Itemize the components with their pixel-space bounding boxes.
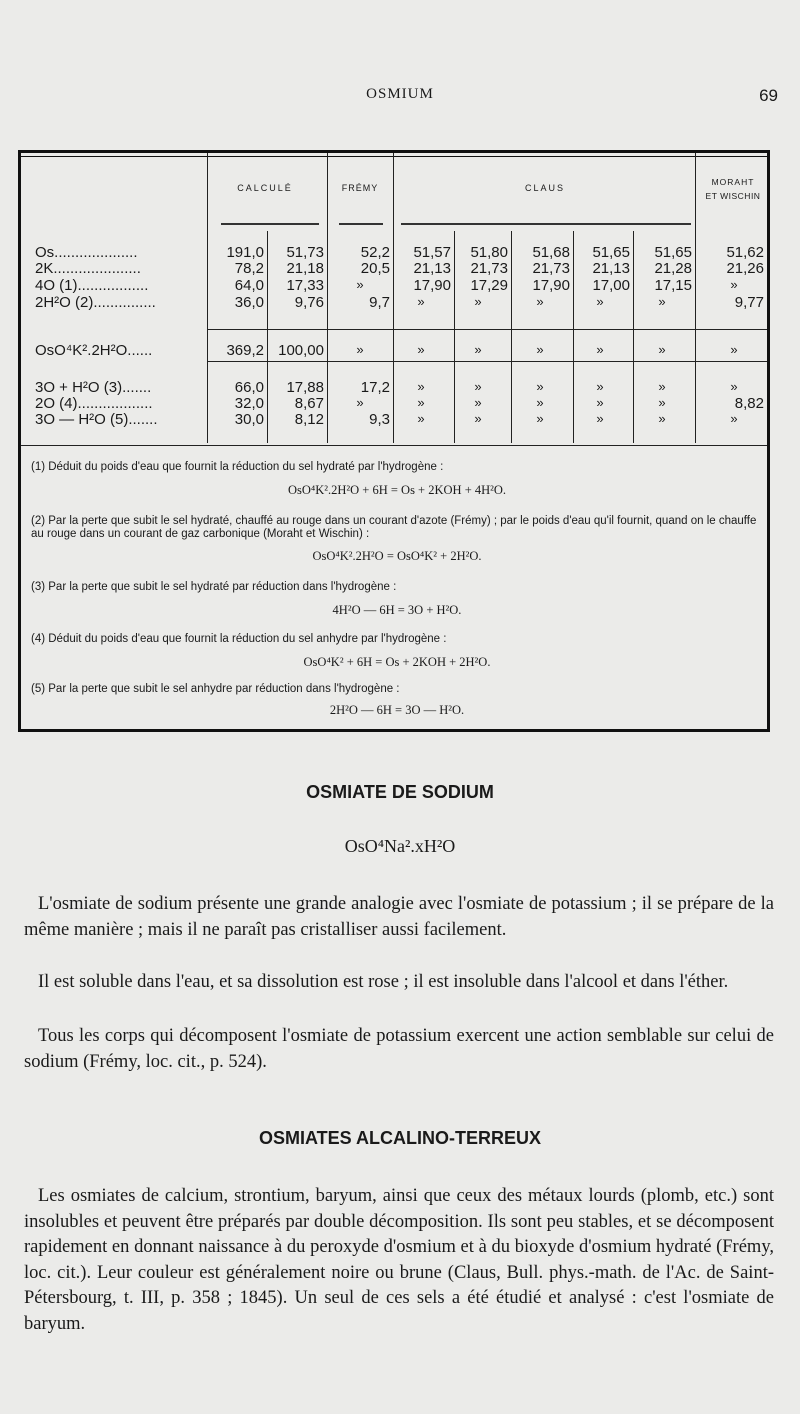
table-note: (1) Déduit du poids d'eau que fournit la réduction du sel hydraté par l'hydrogène :: [31, 461, 444, 473]
brace-claus: [401, 223, 691, 225]
table-cell: 17,00: [592, 277, 630, 294]
table-cell: 21,28: [654, 260, 692, 277]
table-cell: »: [730, 342, 738, 357]
table-cell: 9,7: [369, 294, 390, 311]
table-cell: 100,00: [278, 342, 324, 359]
table-cell: 66,0: [234, 379, 264, 396]
table-cell: 51,65: [654, 244, 692, 261]
table-cell: »: [474, 342, 482, 357]
table-cell: 32,0: [234, 395, 264, 412]
table-cell: »: [596, 379, 604, 394]
table-cell: 17,15: [654, 277, 692, 294]
table-cell: 20,5: [360, 260, 390, 277]
table-cell: »: [417, 342, 425, 357]
section-title-osmiates-alcalino-terreux: OSMIATES ALCALINO-TERREUX: [259, 1128, 541, 1148]
table-notes-divider: [21, 445, 767, 446]
col-divider: [695, 153, 696, 443]
table-cell: »: [356, 342, 364, 357]
table-cell: »: [658, 294, 666, 309]
table-note: (4) Déduit du poids d'eau que fournit la réduction du sel anhydre par l'hydrogène :: [31, 633, 447, 645]
table-cell: 17,90: [532, 277, 570, 294]
table-note: (2) Par la perte que subit le sel hydraté, chauffé au rouge dans un courant d'azote (Frémy) ; par le poids d'eau qu'il fournit, quand on le chauffe au rouge dans un courant de gaz carbonique (Moraht et Wischin) :: [31, 515, 757, 540]
table-cell: »: [474, 411, 482, 426]
paragraph: Il est soluble dans l'eau, et sa dissolution est rose ; il est insoluble dans l'alcool et dans l'éther.: [38, 972, 729, 992]
row-label: 3O — H²O (5).......: [35, 411, 158, 428]
table-cell: 369,2: [226, 342, 264, 359]
running-title: OSMIUM: [366, 86, 434, 102]
table-cell: »: [356, 277, 364, 292]
row-label: Os....................: [35, 244, 138, 261]
table-cell: 51,68: [532, 244, 570, 261]
table-cell: 51,73: [286, 244, 324, 261]
table-cell: »: [474, 294, 482, 309]
table-note: (5) Par la perte que subit le sel anhydre par réduction dans l'hydrogène :: [31, 683, 400, 695]
paragraph: L'osmiate de sodium présente une grande analogie avec l'osmiate de potassium ; il se prépare de la même manière ; mais il ne paraît pas cristalliser aussi facilement.: [24, 894, 774, 940]
row-label: 3O + H²O (3).......: [35, 379, 152, 396]
row-divider: [207, 361, 767, 362]
table-cell: »: [658, 395, 666, 410]
table-cell: 51,62: [726, 244, 764, 261]
table-cell: »: [730, 411, 738, 426]
table-cell: »: [596, 294, 604, 309]
table-cell: »: [417, 379, 425, 394]
col-header-claus: CLAUS: [524, 183, 565, 193]
table-cell: »: [730, 277, 738, 292]
col-header-fremy: FRÉMY: [341, 183, 379, 193]
brace-calcule: [221, 223, 319, 225]
table-cell: 191,0: [226, 244, 264, 261]
table-cell: 17,33: [286, 277, 324, 294]
table-cell: 9,3: [369, 411, 390, 428]
table-cell: »: [536, 411, 544, 426]
row-label: 2K.....................: [35, 260, 141, 277]
table-cell: »: [596, 395, 604, 410]
table-cell: »: [536, 395, 544, 410]
table-cell: 51,80: [470, 244, 508, 261]
row-label: 4O (1).................: [35, 277, 149, 294]
paragraph: Les osmiates de calcium, strontium, baryum, ainsi que ceux des métaux lourds (plomb, etc.) sont insolubles et peuvent être préparés par double décomposition. Ils sont peu stables, et se décomposent rapidement en donnant naissance à du peroxyde d'osmium et à du bioxyde d'osmium hydraté (Frémy, loc. cit.). Leur couleur est généralement noire ou brune (Claus, Bull. phys.-math. de l'Ac. de Saint-Pétersbourg, t. III, p. 358 ; 1845). Un seul de ces sels a été étudié et analysé : c'est l'osmiate de baryum.: [24, 1186, 774, 1334]
data-table: [18, 150, 770, 732]
table-cell: 21,73: [532, 260, 570, 277]
col-header-wischin: ET WISCHIN: [705, 191, 761, 201]
row-divider: [207, 329, 767, 330]
table-cell: »: [536, 342, 544, 357]
table-cell: »: [474, 395, 482, 410]
table-cell: 9,77: [734, 294, 764, 311]
table-top-rule: [21, 156, 767, 157]
table-cell: 21,13: [592, 260, 630, 277]
note-formula: 2H²O — 6H = 3O — H²O.: [329, 703, 465, 717]
row-label: OsO⁴K².2H²O......: [35, 342, 153, 359]
table-cell: 21,73: [470, 260, 508, 277]
section-title-osmiate-sodium: OSMIATE DE SODIUM: [306, 782, 494, 802]
row-label: 2H²O (2)...............: [35, 294, 156, 311]
table-cell: »: [596, 342, 604, 357]
table-cell: »: [658, 379, 666, 394]
table-cell: »: [417, 395, 425, 410]
brace-fremy: [339, 223, 383, 225]
table-cell: 52,2: [360, 244, 390, 261]
table-cell: »: [658, 411, 666, 426]
table-cell: 30,0: [234, 411, 264, 428]
table-cell: 17,90: [413, 277, 451, 294]
table-cell: 8,82: [734, 395, 764, 412]
table-cell: 17,88: [286, 379, 324, 396]
page-header: [0, 86, 800, 110]
table-cell: »: [356, 395, 364, 410]
table-cell: »: [658, 342, 666, 357]
page-number: 69: [759, 86, 778, 105]
table-cell: 36,0: [234, 294, 264, 311]
table-cell: 8,12: [294, 411, 324, 428]
table-cell: »: [596, 411, 604, 426]
col-header-calcule: CALCULÉ: [237, 183, 293, 193]
table-cell: »: [474, 379, 482, 394]
note-formula: OsO⁴K².2H²O + 6H = Os + 2KOH + 4H²O.: [287, 483, 507, 497]
table-cell: 78,2: [234, 260, 264, 277]
table-cell: 21,18: [286, 260, 324, 277]
col-divider: [327, 153, 328, 443]
note-formula: 4H²O — 6H = 3O + H²O.: [332, 603, 462, 617]
table-cell: 17,29: [470, 277, 508, 294]
table-cell: 51,65: [592, 244, 630, 261]
table-cell: 9,76: [294, 294, 324, 311]
table-cell: »: [417, 411, 425, 426]
table-cell: 21,26: [726, 260, 764, 277]
table-cell: »: [536, 294, 544, 309]
table-note: (3) Par la perte que subit le sel hydraté par réduction dans l'hydrogène :: [31, 581, 397, 593]
table-cell: 17,2: [360, 379, 390, 396]
table-cell: 8,67: [294, 395, 324, 412]
paragraph: Tous les corps qui décomposent l'osmiate de potassium exercent une action semblable sur celui de sodium (Frémy, loc. cit., p. 524).: [24, 1026, 774, 1072]
table-cell: 21,13: [413, 260, 451, 277]
table-cell: 51,57: [413, 244, 451, 261]
table-cell: »: [536, 379, 544, 394]
table-cell: »: [417, 294, 425, 309]
table-cell: »: [730, 379, 738, 394]
note-formula: OsO⁴K².2H²O = OsO⁴K² + 2H²O.: [312, 549, 482, 563]
table-cell: 64,0: [234, 277, 264, 294]
col-header-moraht: MORAHT: [711, 177, 755, 187]
note-formula: OsO⁴K² + 6H = Os + 2KOH + 2H²O.: [303, 655, 491, 669]
row-label: 2O (4)..................: [35, 395, 153, 412]
section-formula: OsO⁴Na².xH²O: [344, 836, 456, 856]
